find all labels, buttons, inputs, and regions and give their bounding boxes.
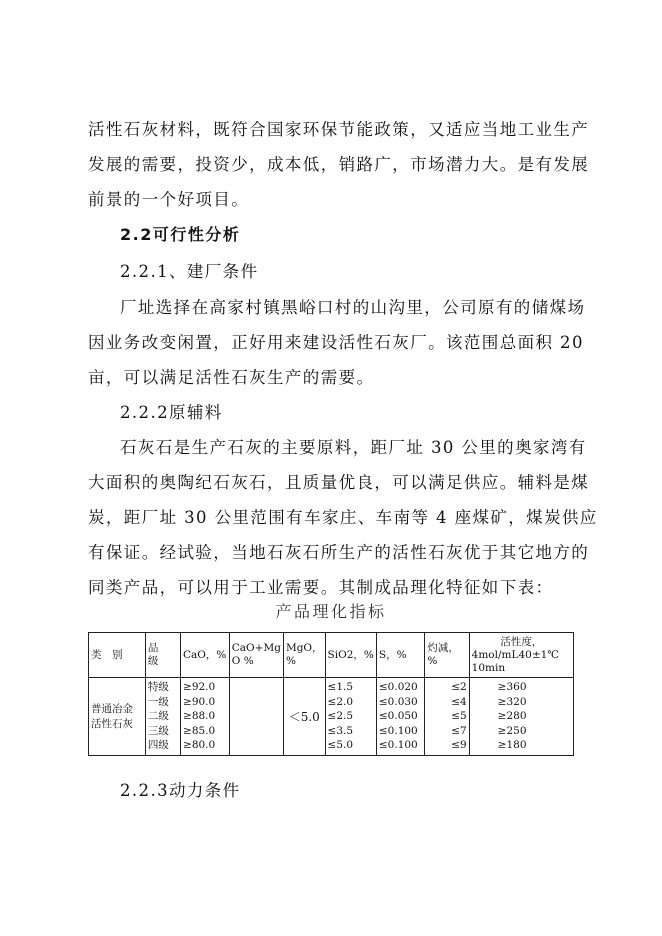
intro-line-2: 发展的需要，投资少，成本低，销路广，市场潜力大。是有发展 bbox=[88, 155, 590, 174]
product-spec-table bbox=[88, 632, 574, 756]
cao-value: ≥92.0 bbox=[183, 681, 216, 694]
site-line-1: 厂址选择在高家村镇黑峪口村的山沟里，公司原有的储煤场 bbox=[120, 298, 586, 317]
grade-value: 一级 bbox=[147, 695, 169, 708]
table-header-row bbox=[89, 633, 574, 678]
header-activity-line-3: 10min bbox=[471, 661, 506, 674]
header-cao-mgo bbox=[229, 633, 283, 678]
mgo-cell: ＜5.0 bbox=[283, 678, 325, 756]
s-value: ≤0.100 bbox=[378, 739, 418, 752]
materials-line-4: 有保证。经试验，当地石灰石所生产的活性石灰优于其它地方的 bbox=[88, 543, 590, 562]
sio2-value: ≤2.5 bbox=[327, 710, 354, 723]
header-activity-line-2: 4mol/mL40±1℃ bbox=[471, 648, 560, 661]
cao-value: ≥85.0 bbox=[183, 724, 216, 737]
materials-line-3: 炭，距厂址 30 公里范围有车家庄、车南等 4 座煤矿，煤炭供应 bbox=[88, 508, 598, 527]
header-cao-mgo-line-1: CaO+Mg bbox=[231, 642, 281, 654]
cao-value: ≥90.0 bbox=[183, 695, 216, 708]
header-mgo bbox=[283, 633, 325, 678]
header-mgo-line-1: MgO， bbox=[285, 642, 323, 654]
loss-value: ≤9 bbox=[451, 739, 467, 752]
section-2-2-2-heading: 2.2.2原辅料 bbox=[120, 403, 223, 422]
intro-line-3: 前景的一个好项目。 bbox=[88, 190, 250, 209]
cao-value: ≥88.0 bbox=[183, 710, 216, 723]
header-cao-mgo-line-2: O % bbox=[231, 655, 254, 667]
grade-value: 四级 bbox=[147, 739, 169, 752]
header-grade: 品 级 bbox=[145, 633, 180, 678]
cao-value: ≥80.0 bbox=[183, 739, 216, 752]
header-sio2: SiO2，% bbox=[325, 633, 376, 678]
table-row bbox=[89, 678, 574, 756]
s-value: ≤0.050 bbox=[378, 710, 418, 723]
activity-value: ≥250 bbox=[497, 724, 527, 737]
s-value: ≤0.100 bbox=[378, 724, 418, 737]
header-activity bbox=[469, 633, 573, 678]
site-line-2: 因业务改变闲置，正好用来建设活性石灰厂。该范围总面积 20 bbox=[88, 333, 584, 352]
header-category: 类 别 bbox=[89, 633, 146, 678]
section-2-2-3-heading: 2.2.3动力条件 bbox=[120, 781, 241, 800]
intro-line-1: 活性石灰材料，既符合国家环保节能政策，又适应当地工业生产 bbox=[88, 120, 590, 139]
header-activity-line-1: 活性度， bbox=[500, 635, 543, 648]
grade-value: 三级 bbox=[147, 724, 169, 737]
activity-value: ≥360 bbox=[497, 681, 527, 694]
grade-value: 特级 bbox=[147, 681, 169, 694]
materials-line-2: 大面积的奥陶纪石灰石，且质量优良，可以满足供应。辅料是煤 bbox=[88, 473, 590, 492]
sio2-value: ≤5.0 bbox=[327, 739, 354, 752]
table-caption: 产品理化指标 bbox=[275, 602, 387, 621]
grade-cell bbox=[145, 678, 180, 756]
s-value: ≤0.020 bbox=[378, 681, 418, 694]
cao-mgo-cell bbox=[229, 678, 283, 756]
sio2-cell bbox=[325, 678, 376, 756]
section-2-2-1-heading: 2.2.1、建厂条件 bbox=[120, 262, 259, 281]
s-value: ≤0.030 bbox=[378, 695, 418, 708]
category-cell bbox=[89, 678, 146, 756]
header-mgo-line-2: % bbox=[285, 655, 296, 667]
loss-value: ≤4 bbox=[451, 695, 467, 708]
loss-value: ≤5 bbox=[451, 710, 467, 723]
header-loss: 灼减，% bbox=[425, 633, 469, 678]
materials-line-5: 同类产品，可以用于工业需要。其制成品理化特征如下表： bbox=[88, 578, 554, 597]
sio2-value: ≤2.0 bbox=[327, 695, 354, 708]
loss-value: ≤7 bbox=[451, 724, 467, 737]
activity-cell bbox=[469, 678, 573, 756]
header-s: S，% bbox=[376, 633, 425, 678]
category-line-2: 活性石灰 bbox=[91, 717, 133, 730]
grade-value: 二级 bbox=[147, 710, 169, 723]
materials-line-1: 石灰石是生产石灰的主要原料，距厂址 30 公里的奥家湾有 bbox=[120, 438, 587, 457]
cao-cell bbox=[181, 678, 230, 756]
loss-value: ≤2 bbox=[451, 681, 467, 694]
sio2-value: ≤3.5 bbox=[327, 724, 354, 737]
site-line-3: 亩，可以满足活性石灰生产的需要。 bbox=[88, 368, 375, 387]
sio2-value: ≤1.5 bbox=[327, 681, 354, 694]
loss-cell bbox=[425, 678, 469, 756]
section-2-2-heading: 2.2可行性分析 bbox=[120, 225, 241, 244]
category-line-1: 普通冶金 bbox=[91, 703, 133, 715]
activity-value: ≥320 bbox=[497, 695, 527, 708]
header-cao: CaO，% bbox=[181, 633, 230, 678]
activity-value: ≥280 bbox=[497, 710, 527, 723]
activity-value: ≥180 bbox=[497, 739, 527, 752]
s-cell bbox=[376, 678, 425, 756]
